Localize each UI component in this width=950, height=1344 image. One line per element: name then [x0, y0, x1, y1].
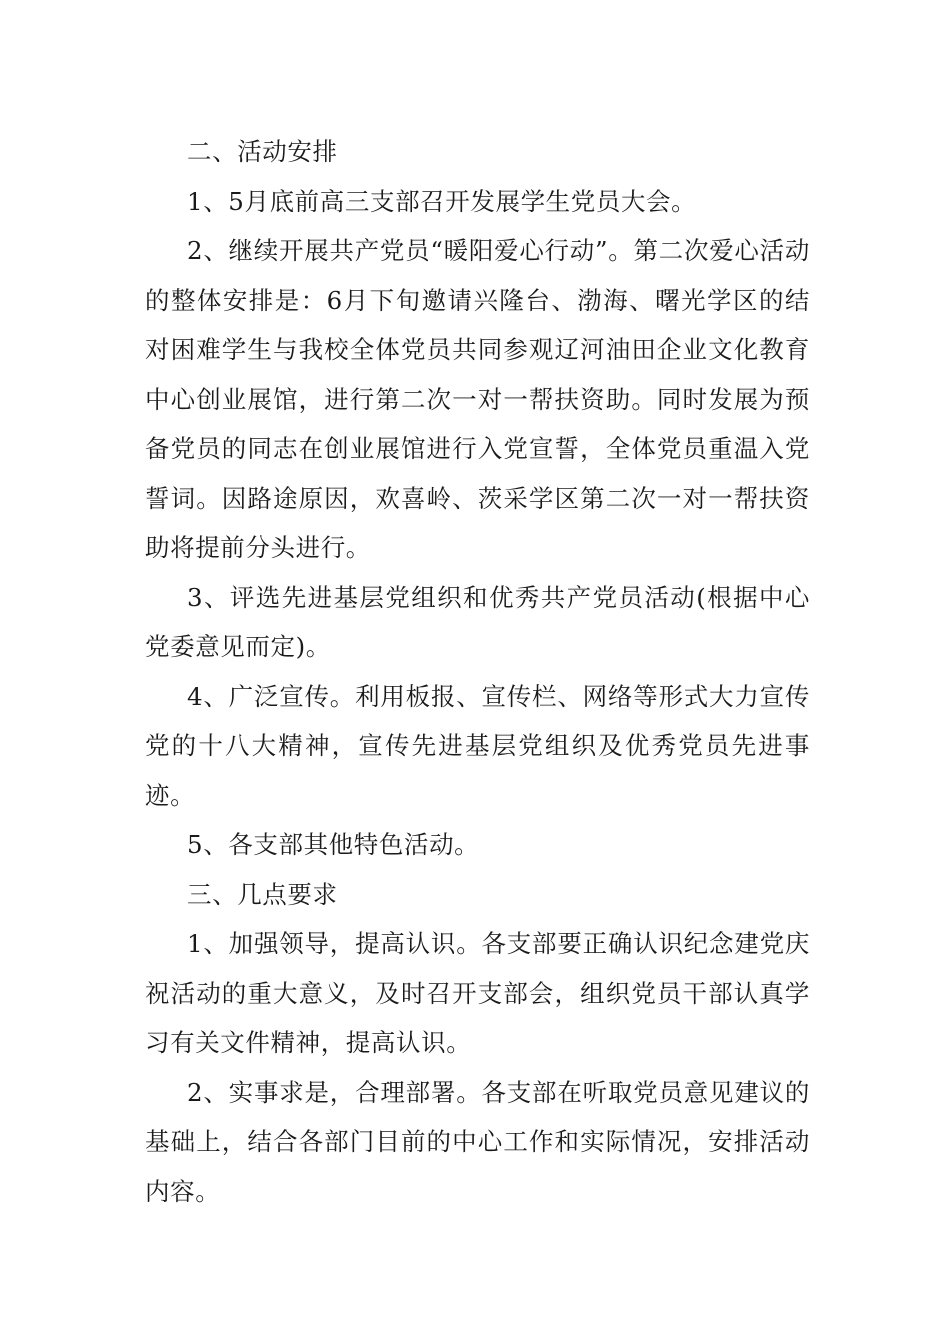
paragraph-item-2: 2、继续开展共产党员“暖阳爱心行动”。第二次爱心活动的整体安排是：6月下旬邀请兴隆台、渤海、曙光学区的结对困难学生与我校全体党员共同参观辽河油田企业文化教育中心创业展馆，进行第二次一对一帮扶资助。同时发展为预备党员的同志在创业展馆进行入党宣誓，全体党员重温入党誓词。因路途原因，欢喜岭、茨采学区第二次一对一帮扶资助将提前分头进行。 [145, 236, 810, 562]
paragraph-item-1: 1、5月底前高三支部召开发展学生党员大会。 [187, 186, 697, 216]
paragraph-requirement-2: 2、实事求是，合理部署。各支部在听取党员意见建议的基础上，结合各部门目前的中心工作和实际情况，安排活动内容。 [145, 1077, 810, 1206]
paragraph-requirement-1: 1、加强领导，提高认识。各支部要正确认识纪念建党庆祝活动的重大意义，及时召开支部会，组织党员干部认真学习有关文件精神，提高认识。 [145, 929, 810, 1057]
section-heading-activity-arrangement: 二、活动安排 [187, 137, 338, 166]
paragraph-item-3: 3、评选先进基层党组织和优秀共产党员活动(根据中心党委意见而定)。 [145, 582, 810, 661]
document-body [145, 127, 810, 1216]
paragraph-item-4: 4、广泛宣传。利用板报、宣传栏、网络等形式大力宣传党的十八大精神，宣传先进基层党组织及优秀党员先进事迹。 [145, 681, 810, 810]
paragraph-item-5: 5、各支部其他特色活动。 [187, 830, 480, 859]
section-heading-requirements: 三、几点要求 [187, 879, 338, 909]
